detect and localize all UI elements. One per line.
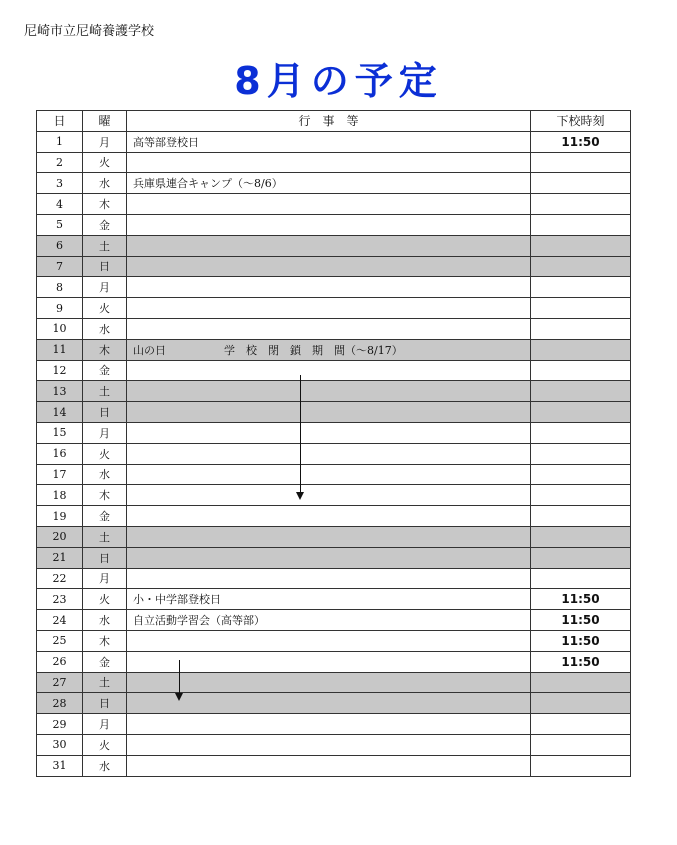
table-row [37, 506, 631, 527]
event-cell [127, 714, 531, 735]
dismissal-time-cell [531, 318, 631, 339]
event-cell [127, 443, 531, 464]
weekday-cell: 火 [83, 589, 127, 610]
event-cell [127, 693, 531, 714]
event-cell [127, 506, 531, 527]
school-name: 尼崎市立尼崎養護学校 [24, 24, 155, 39]
weekday-cell: 水 [83, 610, 127, 631]
dismissal-time-cell [531, 672, 631, 693]
dismissal-time-cell: 11:50 [531, 589, 631, 610]
day-cell: 6 [37, 235, 83, 256]
day-cell: 11 [37, 339, 83, 360]
weekday-cell: 金 [83, 651, 127, 672]
dismissal-time-cell [531, 360, 631, 381]
day-cell: 25 [37, 630, 83, 651]
event-text: 小・中学部登校日 [133, 593, 221, 607]
weekday-cell: 金 [83, 214, 127, 235]
table-row [37, 256, 631, 277]
weekday-cell: 金 [83, 360, 127, 381]
header-events: 行 事 等 [127, 111, 531, 132]
weekday-cell: 水 [83, 464, 127, 485]
table-row [37, 464, 631, 485]
event-cell [127, 589, 531, 610]
header-weekday: 曜 [83, 111, 127, 132]
dismissal-time-cell [531, 194, 631, 215]
day-cell: 16 [37, 443, 83, 464]
header-dismissal-time: 下校時刻 [531, 111, 631, 132]
table-row [37, 277, 631, 298]
day-cell: 30 [37, 734, 83, 755]
weekday-cell: 土 [83, 672, 127, 693]
dismissal-time-cell: 11:50 [531, 651, 631, 672]
weekday-cell: 土 [83, 381, 127, 402]
closure-period-text: 学 校 閉 鎖 期 間（～8/17） [224, 343, 403, 357]
table-header-row [37, 111, 631, 132]
event-cell [127, 547, 531, 568]
dismissal-time-cell [531, 547, 631, 568]
day-cell: 9 [37, 298, 83, 319]
weekday-cell: 金 [83, 506, 127, 527]
day-cell: 3 [37, 173, 83, 194]
dismissal-time-cell [531, 568, 631, 589]
study-session-arrow [179, 660, 180, 694]
dismissal-time-cell [531, 693, 631, 714]
table-row [37, 173, 631, 194]
event-cell [127, 755, 531, 776]
dismissal-time-cell [531, 755, 631, 776]
event-cell [127, 256, 531, 277]
event-cell [127, 131, 531, 152]
dismissal-time-cell [531, 464, 631, 485]
weekday-cell: 土 [83, 526, 127, 547]
closure-period-arrow [300, 375, 301, 493]
day-cell: 29 [37, 714, 83, 735]
event-cell [127, 630, 531, 651]
dismissal-time-cell [531, 339, 631, 360]
event-cell [127, 651, 531, 672]
weekday-cell: 月 [83, 277, 127, 298]
weekday-cell: 月 [83, 714, 127, 735]
dismissal-time-cell [531, 256, 631, 277]
day-cell: 27 [37, 672, 83, 693]
event-cell [127, 173, 531, 194]
day-cell: 19 [37, 506, 83, 527]
weekday-cell: 日 [83, 693, 127, 714]
weekday-cell: 木 [83, 339, 127, 360]
event-cell [127, 318, 531, 339]
day-cell: 14 [37, 402, 83, 423]
table-row [37, 485, 631, 506]
table-row [37, 443, 631, 464]
table-row [37, 152, 631, 173]
day-cell: 20 [37, 526, 83, 547]
dismissal-time-cell [531, 714, 631, 735]
dismissal-time-cell [531, 152, 631, 173]
dismissal-time-cell [531, 235, 631, 256]
event-cell [127, 214, 531, 235]
event-cell [127, 360, 531, 381]
dismissal-time-cell [531, 173, 631, 194]
day-cell: 18 [37, 485, 83, 506]
page-title: 8月の予定 [234, 59, 443, 103]
schedule-table [36, 110, 631, 777]
schedule-body [37, 131, 631, 776]
event-cell [127, 610, 531, 631]
day-cell: 21 [37, 547, 83, 568]
table-row [37, 381, 631, 402]
day-cell: 24 [37, 610, 83, 631]
event-cell [127, 339, 531, 360]
day-cell: 10 [37, 318, 83, 339]
dismissal-time-cell [531, 402, 631, 423]
weekday-cell: 水 [83, 318, 127, 339]
event-cell [127, 152, 531, 173]
table-row [37, 298, 631, 319]
table-row [37, 568, 631, 589]
dismissal-time-cell [531, 443, 631, 464]
table-row [37, 630, 631, 651]
day-cell: 7 [37, 256, 83, 277]
day-cell: 5 [37, 214, 83, 235]
dismissal-time-cell: 11:50 [531, 610, 631, 631]
table-row [37, 235, 631, 256]
weekday-cell: 木 [83, 485, 127, 506]
event-text: 山の日 [133, 343, 166, 357]
table-row [37, 734, 631, 755]
weekday-cell: 水 [83, 173, 127, 194]
event-cell [127, 277, 531, 298]
day-cell: 1 [37, 131, 83, 152]
weekday-cell: 火 [83, 443, 127, 464]
table-row [37, 589, 631, 610]
day-cell: 28 [37, 693, 83, 714]
event-cell [127, 672, 531, 693]
weekday-cell: 木 [83, 630, 127, 651]
event-cell [127, 526, 531, 547]
table-row [37, 755, 631, 776]
event-text: 高等部登校日 [133, 135, 199, 149]
weekday-cell: 木 [83, 194, 127, 215]
event-cell [127, 485, 531, 506]
dismissal-time-cell [531, 506, 631, 527]
table-row [37, 422, 631, 443]
dismissal-time-cell [531, 734, 631, 755]
dismissal-time-cell [531, 526, 631, 547]
table-row [37, 402, 631, 423]
dismissal-time-cell: 11:50 [531, 630, 631, 651]
table-row [37, 360, 631, 381]
weekday-cell: 日 [83, 402, 127, 423]
header-day: 日 [37, 111, 83, 132]
day-cell: 8 [37, 277, 83, 298]
weekday-cell: 月 [83, 131, 127, 152]
event-cell [127, 381, 531, 402]
event-cell [127, 422, 531, 443]
event-text: 兵庫県連合キャンプ（～8/6） [133, 177, 283, 191]
day-cell: 4 [37, 194, 83, 215]
dismissal-time-cell [531, 277, 631, 298]
table-row [37, 194, 631, 215]
day-cell: 12 [37, 360, 83, 381]
weekday-cell: 火 [83, 298, 127, 319]
event-cell [127, 194, 531, 215]
table-row [37, 526, 631, 547]
table-row [37, 672, 631, 693]
day-cell: 13 [37, 381, 83, 402]
table-row [37, 547, 631, 568]
table-row [37, 339, 631, 360]
event-cell [127, 402, 531, 423]
dismissal-time-cell [531, 422, 631, 443]
dismissal-time-cell [531, 485, 631, 506]
dismissal-time-cell [531, 381, 631, 402]
table-row [37, 131, 631, 152]
weekday-cell: 火 [83, 734, 127, 755]
dismissal-time-cell [531, 214, 631, 235]
weekday-cell: 土 [83, 235, 127, 256]
event-cell [127, 298, 531, 319]
table-row [37, 610, 631, 631]
event-text: 自立活動学習会（高等部） [133, 614, 265, 628]
event-cell [127, 734, 531, 755]
day-cell: 31 [37, 755, 83, 776]
event-cell [127, 235, 531, 256]
day-cell: 2 [37, 152, 83, 173]
dismissal-time-cell: 11:50 [531, 131, 631, 152]
table-row [37, 693, 631, 714]
table-row [37, 714, 631, 735]
weekday-cell: 水 [83, 755, 127, 776]
day-cell: 23 [37, 589, 83, 610]
event-cell [127, 568, 531, 589]
table-row [37, 318, 631, 339]
weekday-cell: 火 [83, 152, 127, 173]
table-row [37, 651, 631, 672]
day-cell: 22 [37, 568, 83, 589]
weekday-cell: 月 [83, 568, 127, 589]
weekday-cell: 日 [83, 256, 127, 277]
dismissal-time-cell [531, 298, 631, 319]
day-cell: 17 [37, 464, 83, 485]
weekday-cell: 月 [83, 422, 127, 443]
weekday-cell: 日 [83, 547, 127, 568]
event-cell [127, 464, 531, 485]
day-cell: 26 [37, 651, 83, 672]
table-row [37, 214, 631, 235]
day-cell: 15 [37, 422, 83, 443]
